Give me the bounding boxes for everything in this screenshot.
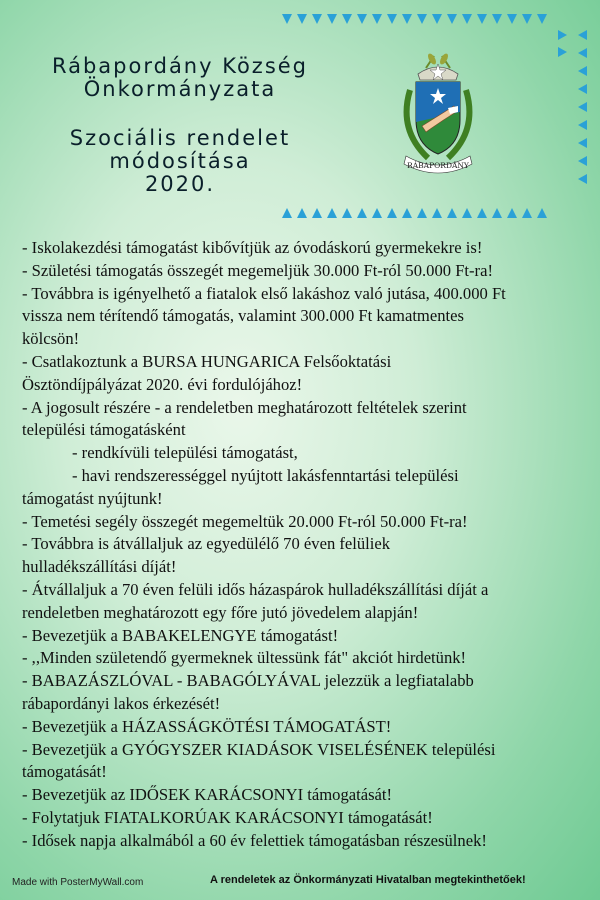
list-item: Ösztöndíjpályázat 2020. évi fordulójához!: [22, 374, 303, 394]
list-item: - havi rendszerességgel nyújtott lakásfenntartási települési: [72, 465, 459, 485]
title-line-3: 2020.: [144, 172, 216, 196]
coat-of-arms-icon: [388, 50, 488, 180]
list-item: - Bevezetjük az IDŐSEK KARÁCSONYI támogatását!: [22, 785, 393, 805]
org-line-2: Önkormányzata: [83, 77, 277, 101]
list-item: - Csatlakoztunk a BURSA HUNGARICA Felsőoktatási: [22, 351, 392, 371]
crest-label: RÁBAPORDÁNY: [407, 161, 469, 170]
list-item: - Bevezetjük a BABAKELENGYE támogatást!: [22, 625, 339, 645]
top-triangle-border: [282, 14, 552, 24]
list-item: - rendkívüli települési támogatást,: [72, 443, 298, 463]
list-item: rendeletben meghatározott egy főre jutó jövedelem alapján!: [22, 602, 419, 622]
list-item: támogatását!: [22, 762, 107, 782]
list-item: vissza nem térítendő támogatás, valamint 300.000 Ft kamatmentes: [22, 306, 464, 326]
list-item: rábapordányi lakos érkezését!: [22, 693, 221, 713]
footer-notice: A rendeletek az Önkormányzati Hivatalban megtekinthetőek!: [210, 874, 526, 886]
made-with-credit: Made with PosterMyWall.com: [12, 877, 144, 888]
page-title: [30, 127, 330, 196]
list-item: - Temetési segély összegét megemeltük 20.000 Ft-ról 50.000 Ft-ra!: [22, 511, 468, 531]
list-item: - Bevezetjük a GYÓGYSZER KIADÁSOK VISELÉSÉNEK települési: [22, 739, 496, 759]
list-item: - Továbbra is átvállaljuk az egyedülélő 70 éven felüliek: [22, 534, 391, 554]
title-line-1: Szociális rendelet: [69, 126, 291, 150]
list-item: támogatást nyújtunk!: [22, 488, 163, 508]
bottom-triangle-border: [282, 208, 552, 218]
list-item: - BABAZÁSZLÓVAL - BABAGÓLYÁVAL jelezzük a legfiatalabb: [22, 671, 474, 691]
organization-name: [30, 55, 330, 101]
list-item: - A jogosult részére - a rendeletben meghatározott feltételek szerint: [22, 397, 467, 417]
list-item: - Folytatjuk FIATALKORÚAK KARÁCSONYI támogatását!: [22, 807, 433, 827]
list-item: - Idősek napja alkalmából a 60 év felettiek támogatásban részesülnek!: [22, 830, 487, 850]
title-line-2: módosítása: [109, 149, 251, 173]
list-item: - Iskolakezdési támogatást kibővítjük az óvodáskorú gyermekekre is!: [22, 238, 483, 257]
list-item: - Átvállaljuk a 70 éven felüli idős házaspárok hulladékszállítási díját a: [22, 579, 489, 599]
list-item: - Születési támogatás összegét megemeljük 30.000 Ft-ról 50.000 Ft-ra!: [22, 260, 493, 280]
list-item: - ,,Minden születendő gyermeknek ültessünk fát" akciót hirdetünk!: [22, 648, 467, 668]
list-item: települési támogatásként: [22, 420, 186, 440]
list-item: kölcsön!: [22, 329, 80, 349]
list-item: hulladékszállítási díját!: [22, 557, 177, 577]
list-item: - Bevezetjük a HÁZASSÁGKÖTÉSI TÁMOGATÁST!: [22, 716, 392, 736]
org-line-1: Rábapordány Község: [51, 54, 309, 78]
regulation-list: [22, 237, 582, 853]
right-small-triangle-border: [558, 30, 567, 64]
right-triangle-border: [578, 30, 587, 192]
list-item: - Továbbra is igényelhető a fiatalok első lakáshoz való jutása, 400.000 Ft: [22, 283, 506, 303]
